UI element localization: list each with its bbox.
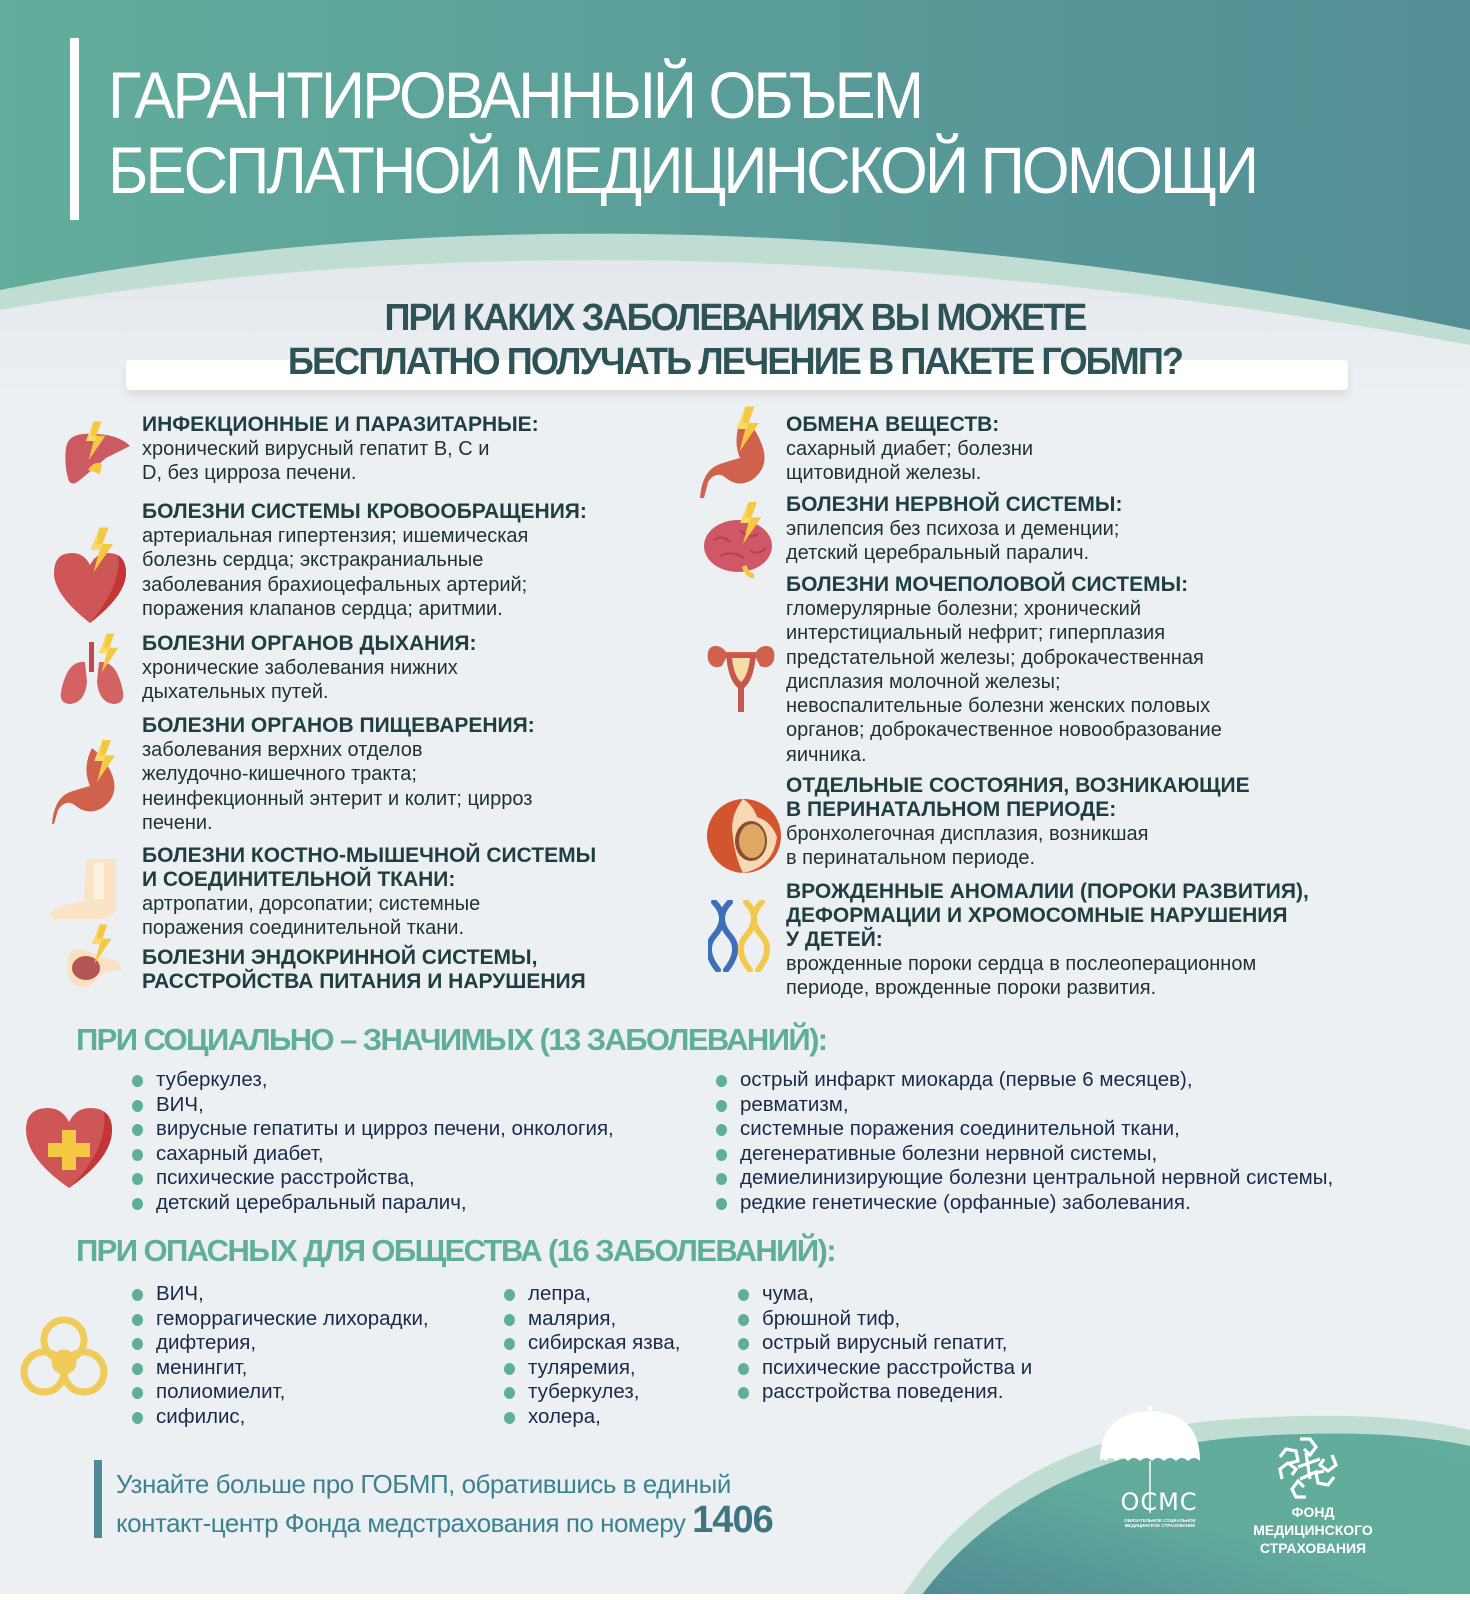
category-text: артропатии, дорсопатии; системные — [142, 893, 481, 915]
fond-logo-icon — [1276, 1435, 1340, 1501]
list-item: детский церебральный паралич, — [132, 1191, 614, 1216]
category-heading: И СОЕДИНИТЕЛЬНОЙ ТКАНИ: — [142, 868, 456, 891]
category-metabolism — [786, 413, 1033, 486]
category-text: заболевания брахиоцефальных артерий; — [142, 573, 528, 596]
footer-line-1: Узнайте больше про ГОБМП, обратившись в единый — [116, 1469, 731, 1499]
list-item: острый инфаркт миокарда (первые 6 месяцев), — [716, 1068, 1333, 1093]
section-title-social: ПРИ СОЦИАЛЬНО – ЗНАЧИМЫХ (13 ЗАБОЛЕВАНИЙ): — [76, 1022, 827, 1057]
title-line-2: БЕСПЛАТНОЙ МЕДИЦИНСКОЙ ПОМОЩИ — [108, 133, 1257, 207]
category-text: поражения клапанов сердца; аритмии. — [142, 597, 503, 620]
odms-subtitle-line: ОБЯЗАТЕЛЬНОЕ СОЦИАЛЬНОЕ — [1124, 1518, 1196, 1523]
brain-icon — [700, 500, 780, 580]
category-musculoskeletal — [142, 844, 596, 941]
page-title — [108, 58, 1256, 208]
dna-icon — [708, 900, 772, 972]
category-text: врожденные пороки сердца в послеоперационном — [786, 953, 1257, 975]
uterus-icon — [704, 640, 779, 715]
footer-contact-text — [116, 1466, 773, 1541]
list-item: ревматизм, — [716, 1093, 1333, 1118]
odms-logo-text: ОСМС — [1120, 1488, 1198, 1516]
list-item: туберкулез, — [132, 1068, 614, 1093]
category-heading: РАССТРОЙСТВА ПИТАНИЯ И НАРУШЕНИЯ — [142, 970, 586, 993]
category-heading: ВРОЖДЕННЫЕ АНОМАЛИИ (ПОРОКИ РАЗВИТИЯ), — [786, 880, 1309, 903]
category-text: яичника. — [786, 743, 867, 766]
category-text: бронхолегочная дисплазия, возникшая — [786, 823, 1149, 845]
section-title-dangerous: ПРИ ОПАСНЫХ ДЛЯ ОБЩЕСТВА (16 ЗАБОЛЕВАНИЙ): — [76, 1233, 835, 1268]
list-item: малярия, — [504, 1307, 680, 1332]
fond-text-line: ФОНД — [1291, 1504, 1335, 1520]
list-item: психические расстройства и — [738, 1356, 1032, 1381]
list-item: туляремия, — [504, 1356, 680, 1381]
list-item: ВИЧ, — [132, 1093, 614, 1118]
category-nervous — [786, 493, 1122, 566]
stomach-icon — [52, 738, 132, 828]
category-heading: У ДЕТЕЙ: — [786, 928, 883, 951]
footer-line-2-text: контакт-центр Фонда медстрахования по номеру — [116, 1508, 686, 1538]
list-item: психические расстройства, — [132, 1166, 614, 1191]
category-heading: БОЛЕЗНИ ЭНДОКРИННОЙ СИСТЕМЫ, — [142, 946, 538, 969]
category-text: сахарный диабет; болезни — [786, 438, 1034, 460]
category-heading: БОЛЕЗНИ МОЧЕПОЛОВОЙ СИСТЕМЫ: — [786, 573, 1189, 596]
list-item: геморрагические лихорадки, — [132, 1307, 429, 1332]
footer-accent-bar — [94, 1460, 102, 1538]
list-item: расстройства поведения. — [738, 1380, 1032, 1405]
category-endocrine — [142, 946, 586, 994]
category-heading: БОЛЕЗНИ ОРГАНОВ ДЫХАНИЯ: — [142, 632, 477, 655]
list-item: демиелинизирующие болезни центральной нервной системы, — [716, 1166, 1333, 1191]
footer-line-2 — [116, 1499, 773, 1541]
list-item: полиомиелит, — [132, 1380, 429, 1405]
list-item: редкие генетические (орфанные) заболевания. — [716, 1191, 1333, 1216]
fond-text-line: СТРАХОВАНИЯ — [1259, 1540, 1367, 1556]
category-congenital — [786, 880, 1309, 1001]
lungs-icon — [55, 632, 130, 707]
stomach-icon — [698, 404, 778, 500]
list-item: лепра, — [504, 1282, 680, 1307]
category-heading: В ПЕРИНАТАЛЬНОМ ПЕРИОДЕ: — [786, 798, 1117, 821]
list-item: острый вирусный гепатит, — [738, 1331, 1032, 1356]
list-item: брюшной тиф, — [738, 1307, 1032, 1332]
category-text: D, без цирроза печени. — [142, 462, 357, 485]
social-list-col2 — [716, 1068, 1333, 1215]
category-text: щитовидной железы. — [786, 462, 982, 485]
list-item: чума, — [738, 1282, 1032, 1307]
category-text: периоде, врожденные пороки развития. — [786, 977, 1157, 1000]
category-infectious — [142, 413, 539, 486]
category-heading: ОТДЕЛЬНЫЕ СОСТОЯНИЯ, ВОЗНИКАЮЩИЕ — [786, 774, 1250, 797]
category-heading: БОЛЕЗНИ НЕРВНОЙ СИСТЕМЫ: — [786, 493, 1123, 516]
list-item: холера, — [504, 1405, 680, 1430]
category-heading: БОЛЕЗНИ ОРГАНОВ ПИЩЕВАРЕНИЯ: — [142, 714, 535, 737]
category-genitourinary — [786, 573, 1222, 767]
heart-cross-icon — [24, 1100, 114, 1190]
list-item: дегенеративные болезни нервной системы, — [716, 1142, 1333, 1167]
category-perinatal — [786, 774, 1250, 871]
subtitle-line-2: БЕСПЛАТНО ПОЛУЧАТЬ ЛЕЧЕНИЕ В ПАКЕТЕ ГОБМП? — [287, 341, 1183, 383]
category-text: эпилепсия без психоза и деменции; — [786, 518, 1120, 540]
pancreas-icon — [62, 922, 132, 992]
list-item: сибирская язва, — [504, 1331, 680, 1356]
category-heading: БОЛЕЗНИ СИСТЕМЫ КРОВООБРАЩЕНИЯ: — [142, 500, 587, 523]
fond-logo-text — [1238, 1503, 1388, 1557]
list-item: сифилис, — [132, 1405, 429, 1430]
category-heading: ИНФЕКЦИОННЫЕ И ПАРАЗИТАРНЫЕ: — [142, 413, 539, 436]
category-text: предстательной железы; доброкачественная — [786, 646, 1204, 669]
category-text: дыхательных путей. — [142, 681, 329, 704]
category-text: неинфекционный энтерит и колит; цирроз — [142, 787, 533, 810]
foot-icon — [48, 855, 123, 925]
category-heading: БОЛЕЗНИ КОСТНО-МЫШЕЧНОЙ СИСТЕМЫ — [142, 844, 597, 867]
category-text: детский церебральный паралич. — [786, 542, 1090, 565]
category-text: болезнь сердца; экстракраниальные — [142, 549, 484, 572]
list-item: туберкулез, — [504, 1380, 680, 1405]
category-heading: ДЕФОРМАЦИИ И ХРОМОСОМНЫЕ НАРУШЕНИЯ — [786, 904, 1288, 927]
list-item: вирусные гепатиты и цирроз печени, онкология, — [132, 1117, 614, 1142]
fetus-icon — [705, 797, 783, 875]
category-text: заболевания верхних отделов — [142, 739, 423, 761]
subtitle-line-1: ПРИ КАКИХ ЗАБОЛЕВАНИЯХ ВЫ МОЖЕТЕ — [384, 297, 1086, 339]
list-item: ВИЧ, — [132, 1282, 429, 1307]
list-item: системные поражения соединительной ткани, — [716, 1117, 1333, 1142]
category-text: хронический вирусный гепатит B, C и — [142, 438, 490, 460]
heart-icon — [50, 525, 130, 625]
category-digestive — [142, 714, 535, 835]
category-text: дисплазия молочной железы; — [786, 670, 1061, 693]
title-accent-bar — [70, 38, 79, 220]
category-text: артериальная гипертензия; ишемическая — [142, 525, 529, 547]
list-item: сахарный диабет, — [132, 1142, 614, 1167]
social-list-col1 — [132, 1068, 614, 1215]
category-heading: ОБМЕНА ВЕЩЕСТВ: — [786, 413, 1000, 436]
fond-text-line: МЕДИЦИНСКОГО — [1253, 1522, 1373, 1538]
category-text: гломерулярные болезни; хронический — [786, 598, 1142, 620]
category-text: в перинатальном периоде. — [786, 847, 1036, 870]
category-text: поражения соединительной ткани. — [142, 917, 465, 940]
category-respiratory — [142, 632, 477, 705]
contact-phone-number[interactable]: 1406 — [692, 1499, 773, 1541]
category-text: интерстициальный нефрит; гиперплазия — [786, 622, 1166, 645]
odms-subtitle-line: МЕДИЦИНСКОЕ СТРАХОВАНИЕ — [1124, 1523, 1196, 1528]
odms-logo-subtitle — [1110, 1518, 1210, 1528]
liver-icon — [58, 418, 138, 498]
title-line-1: ГАРАНТИРОВАННЫЙ ОБЪЕМ — [108, 58, 922, 132]
category-text: желудочно-кишечного тракта; — [142, 763, 417, 786]
category-text: печени. — [142, 811, 213, 834]
category-text: невоспалительные болезни женских половых — [786, 695, 1211, 718]
page-subtitle — [0, 296, 1470, 384]
list-item: дифтерия, — [132, 1331, 429, 1356]
category-circulatory — [142, 500, 587, 621]
list-item: менингит, — [132, 1356, 429, 1381]
category-text: хронические заболевания нижних — [142, 657, 458, 679]
category-text: органов; доброкачественное новообразование — [786, 719, 1222, 742]
